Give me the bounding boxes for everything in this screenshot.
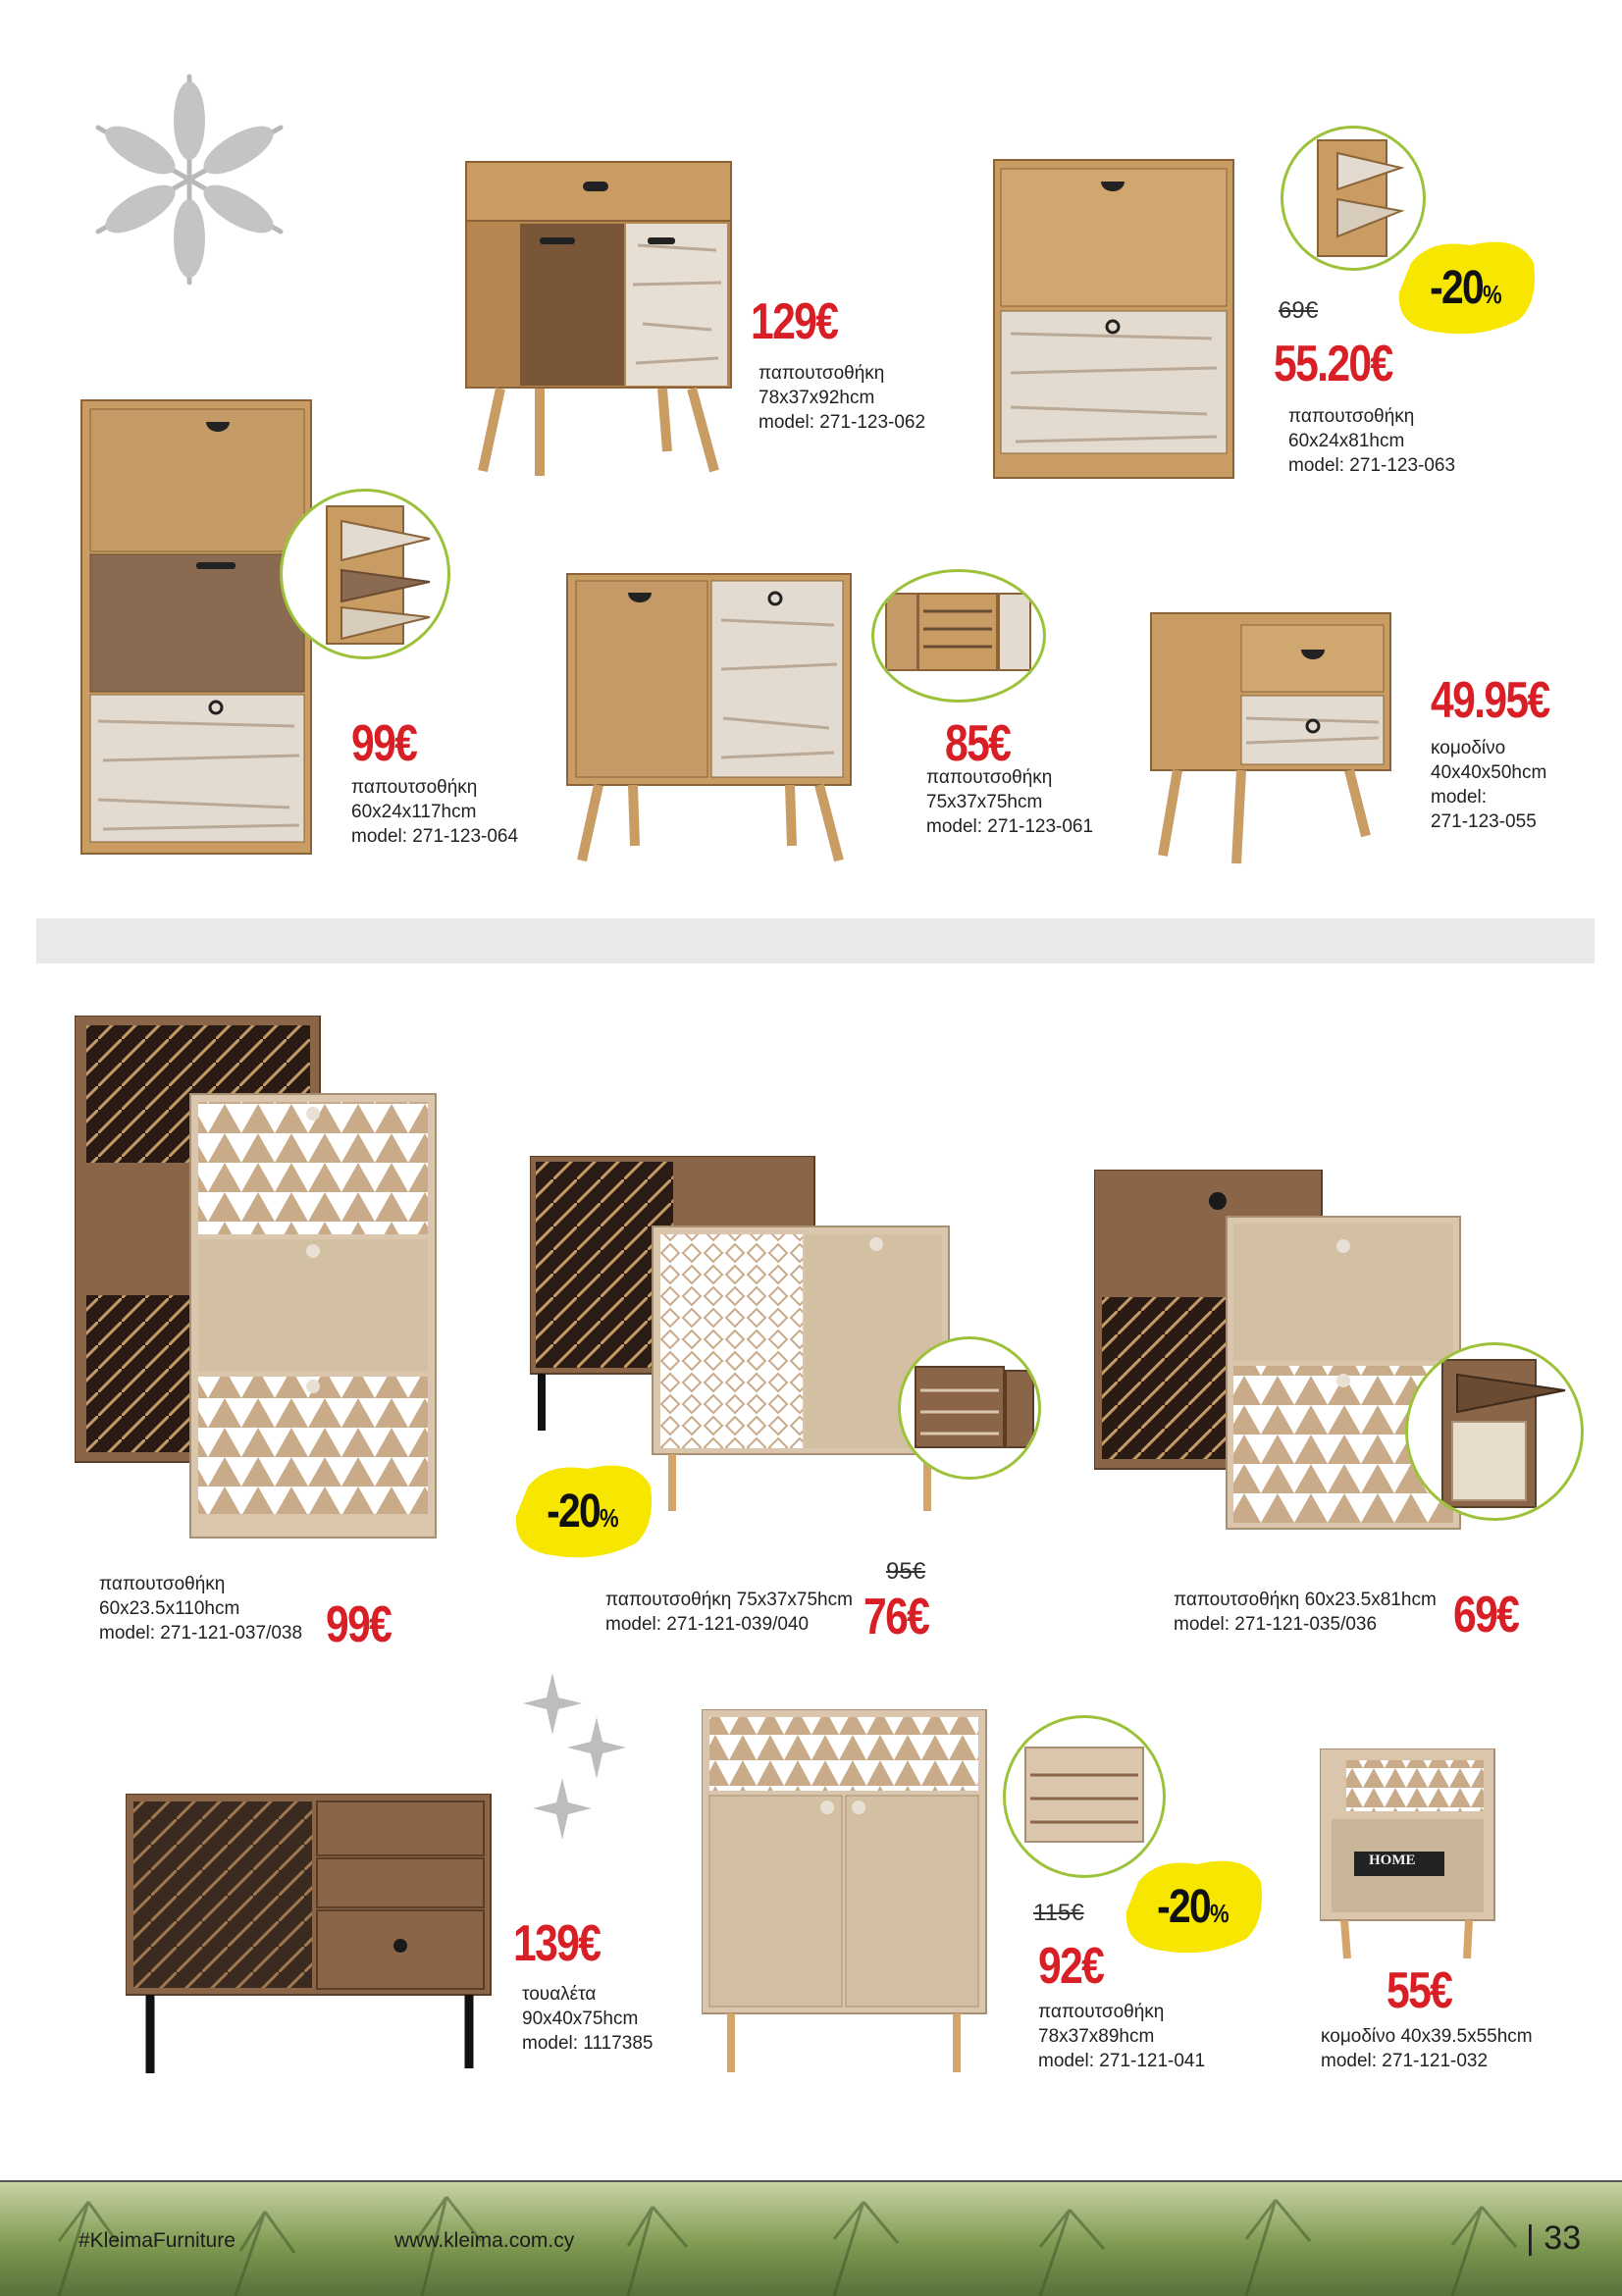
shoe-cabinet-image-p8 <box>1094 1170 1462 1535</box>
desc-p1: παπουτσοθήκη 78x37x92hcm model: 271-123-062 <box>759 363 926 433</box>
price-p2: 55.20€ <box>1274 336 1392 392</box>
desc-p11: κομοδίνο 40x39.5x55hcm model: 271-121-032 <box>1321 2026 1533 2071</box>
inset-open-view-p4 <box>871 569 1046 703</box>
page-number-value: 33 <box>1544 2219 1582 2257</box>
inset-open-view-p8 <box>1405 1342 1584 1521</box>
desc-p9: τουαλέτα 90x40x75hcm model: 1117385 <box>522 1984 654 2054</box>
desc-p7: παπουτσοθήκη 75x37x75hcm model: 271-121-039/040 <box>605 1590 853 1635</box>
shoe-cabinet-image-p4 <box>564 571 854 865</box>
shoe-cabinet-image-p3 <box>78 397 314 859</box>
price-p5: 49.95€ <box>1431 672 1549 729</box>
price-p4: 85€ <box>945 715 1011 772</box>
old-price-p2: 69€ <box>1279 297 1319 324</box>
inset-open-view-p3 <box>280 489 450 659</box>
discount-badge-p7: -20% <box>508 1457 655 1565</box>
desc-p2: παπουτσοθήκη 60x24x81hcm model: 271-123-063 <box>1288 406 1456 476</box>
inset-open-view-p7 <box>898 1336 1041 1480</box>
price-p6: 99€ <box>326 1596 392 1653</box>
footer-hashtag: #KleimaFurniture <box>78 2229 235 2252</box>
desc-p8: παπουτσοθήκη 60x23.5x81hcm model: 271-121-035/036 <box>1174 1590 1437 1635</box>
price-p1: 129€ <box>751 293 838 350</box>
old-price-p10: 115€ <box>1033 1900 1084 1926</box>
shoe-cabinet-image-p10 <box>702 1709 988 2077</box>
shoe-cabinet-image-p2 <box>991 157 1236 481</box>
dresser-image-p9 <box>126 1794 494 2078</box>
discount-badge-p2: -20% <box>1391 234 1539 341</box>
snowflake-decoration-icon <box>86 67 292 292</box>
desc-p4: παπουτσοθήκη 75x37x75hcm model: 271-123-061 <box>926 767 1094 837</box>
discount-badge-p10: -20% <box>1119 1852 1266 1960</box>
price-p7: 76€ <box>863 1589 929 1645</box>
price-p9: 139€ <box>513 1915 601 1972</box>
old-price-p7: 95€ <box>886 1558 926 1585</box>
desc-p6: παπουτσοθήκη 60x23.5x110hcm model: 271-121-037/038 <box>99 1574 303 1644</box>
footer-website-link[interactable]: www.kleima.com.cy <box>394 2229 575 2252</box>
nightstand-image-p5 <box>1148 610 1393 867</box>
desc-p5: κομοδίνο 40x40x50hcm model: 271-123-055 <box>1431 738 1547 832</box>
shoe-cabinet-image-p1 <box>461 157 736 481</box>
price-p3: 99€ <box>351 715 417 772</box>
shoe-cabinet-image-p6 <box>75 1016 438 1540</box>
desc-p3: παπουτσοθήκη 60x24x117hcm model: 271-123-064 <box>351 777 519 847</box>
price-p10: 92€ <box>1038 1938 1104 1995</box>
page-number: | 33 <box>1526 2219 1582 2257</box>
section-divider <box>36 918 1595 964</box>
price-p11: 55€ <box>1387 1962 1452 2019</box>
footer-pine-band <box>0 2180 1622 2296</box>
desc-p10: παπουτσοθήκη 78x37x89hcm model: 271-121-041 <box>1038 2002 1206 2071</box>
book-label: HOME <box>1369 1852 1416 1868</box>
price-p8: 69€ <box>1453 1587 1519 1644</box>
sparkle-decoration-icon <box>518 1668 636 1864</box>
